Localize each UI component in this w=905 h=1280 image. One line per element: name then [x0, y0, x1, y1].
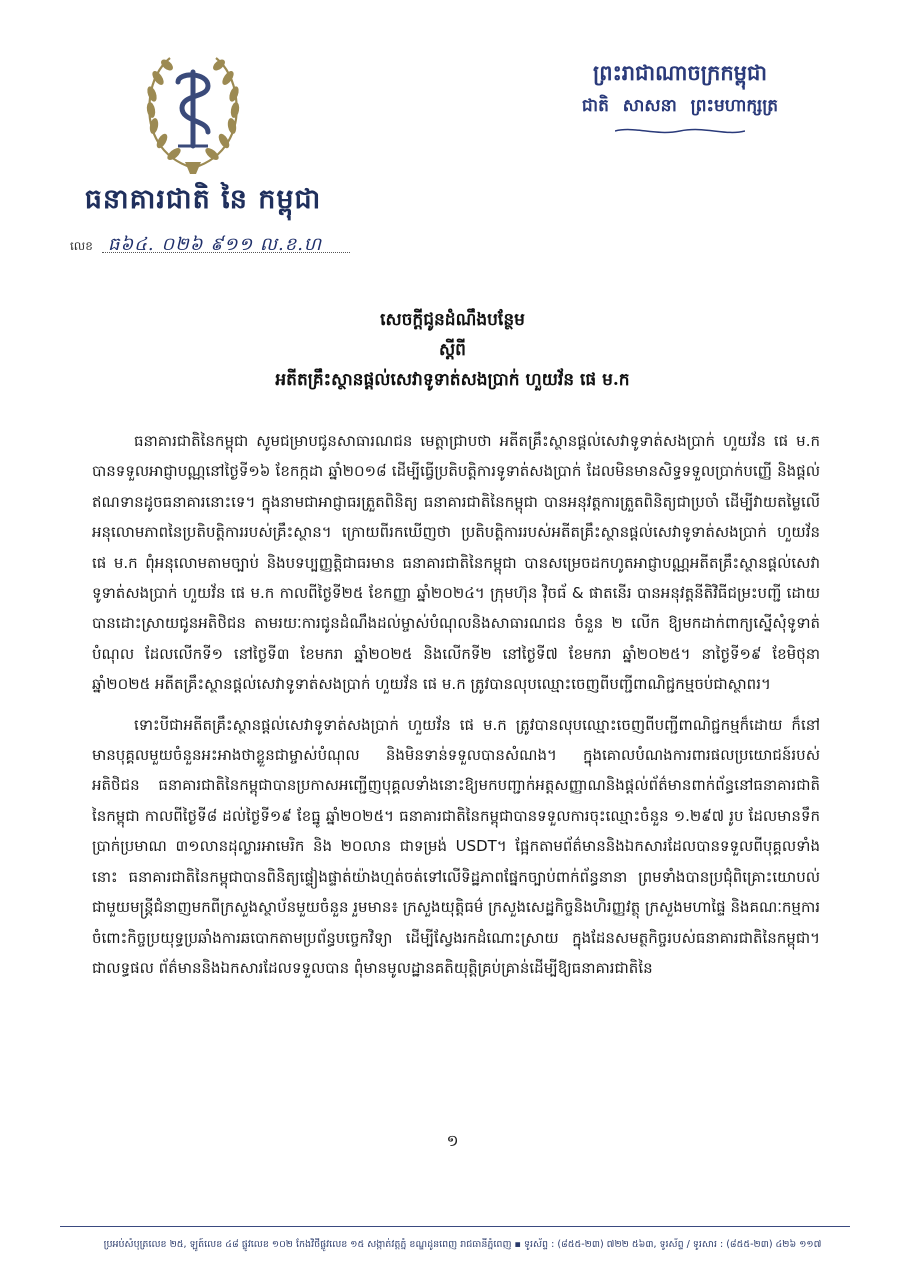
notice-body: [92, 426, 820, 993]
reference-line: [70, 232, 360, 262]
body-paragraph-1: ធនាគារជាតិនៃកម្ពុជា សូមជម្រាបជូនសាធារណជន មេត្តាជ្រាបថា អតីតគ្រឹះស្ថានផ្ដល់សេវាទូទាត់សងប្រាក់ ហួយវ័ន ផេ ម.ក បានទទួលអាជ្ញាបណ្ណនៅថ្ងៃទី១៦ ខែកក្កដា ឆ្នាំ២០១៨ ដើម្បីធ្វើប្រតិបត្តិការទូទាត់សងប្រាក់ ដែលមិនមានសិទ្ធទទួលប្រាក់បញ្ញើ និងផ្ដល់ឥណទានដូចធនាគារនោះទេ។ ក្នុងនាមជាអាជ្ញាធរត្រួតពិនិត្យ ធនាគារជាតិនៃកម្ពុជា បានអនុវត្តការត្រួតពិនិត្យជាប្រចាំ ដើម្បីវាយតម្លៃលើអនុលោមភាពនៃប្រតិបត្តិការរបស់គ្រឹះស្ថាន។ ក្រោយពីរកឃើញថា ប្រតិបត្តិការរបស់អតីតគ្រឹះស្ថានផ្ដល់សេវាទូទាត់សងប្រាក់ ហួយវ័ន ផេ ម.ក ពុំអនុលោមតាមច្បាប់ និងបទប្បញ្ញត្តិជាធរមាន ធនាគារជាតិនៃកម្ពុជា បានសម្រេចដកហូតអាជ្ញាបណ្ណអតីតគ្រឹះស្ថានផ្ដល់សេវាទូទាត់សងប្រាក់ ហួយវ័ន ផេ ម.ក កាលពីថ្ងៃទី២៥ ខែកញ្ញា ឆ្នាំ២០២៤។ ក្រុមហ៊ុន វ៉ិចធ័ & ផាតនើរ បានអនុវត្តនីតិវិធីជម្រះបញ្ជី ដោយបានដោះស្រាយជូនអតិថិជន តាមរយៈការជូនដំណឹងដល់ម្ចាស់បំណុលនិងសាធារណជន ចំនួន ២ លើក ឱ្យមកដាក់ពាក្យស្នើសុំទូទាត់បំណុល ដែលលើកទី១ នៅថ្ងៃទី៣ ខែមករា ឆ្នាំ២០២៥ និងលើកទី២ នៅថ្ងៃទី៧ ខែមករា ឆ្នាំ២០២៥។ នាថ្ងៃទី១៩ ខែមិថុនា ឆ្នាំ២០២៥ អតីតគ្រឹះស្ថានផ្ដល់សេវាទូទាត់សងប្រាក់ ហួយវ័ន ផេ ម.ក ត្រូវបានលុបឈ្មោះចេញពីបញ្ជីពាណិជ្ជកម្មចប់ជាស្ថាពរ។: [92, 432, 820, 694]
motto-ornament-icon: [615, 126, 745, 136]
kingdom-heading: ព្រះរាជាណាចក្រកម្ពុជា: [592, 60, 767, 85]
title-line-2: ស្ដីពី: [439, 340, 466, 360]
national-motto: ជាតិ សាសនា ព្រះមហាក្សត្រ: [581, 96, 779, 116]
footer-divider: [60, 1226, 850, 1227]
notice-title: [100, 305, 805, 395]
bank-emblem-icon: [138, 50, 248, 178]
title-line-1: សេចក្ដីជូនដំណឹងបន្ថែម: [380, 310, 525, 330]
reference-number: ធ៦៤. ០២៦ ៩១១ ល.ខ.ហ: [108, 234, 323, 255]
body-paragraph-2: ទោះបីជាអតីតគ្រឹះស្ថានផ្ដល់សេវាទូទាត់សងប្រាក់ ហួយវ័ន ផេ ម.ក ត្រូវបានលុបឈ្មោះចេញពីបញ្ជីពាណិជ្ជកម្មក៏ដោយ ក៏នៅមានបុគ្គលមួយចំនួនអះអាងថាខ្លួនជាម្ចាស់បំណុល និងមិនទាន់ទទួលបានសំណង។ ក្នុងគោលបំណងការពារផលប្រយោជន៍របស់អតិថិជន ធនាគារជាតិនៃកម្ពុជាបានប្រកាសអញ្ជើញបុគ្គលទាំងនោះឱ្យមកបញ្ជាក់អត្តសញ្ញាណនិងផ្ដល់ព័ត៌មានពាក់ព័ន្ធនៅធនាគារជាតិនៃកម្ពុជា កាលពីថ្ងៃទី៨ ដល់ថ្ងៃទី១៩ ខែធ្នូ ឆ្នាំ២០២៥។ ធនាគារជាតិនៃកម្ពុជាបានទទួលការចុះឈ្មោះចំនួន ១.២៩៧ រូប ដែលមានទឹកប្រាក់ប្រមាណ ៣១លានដុល្លារអាមេរិក និង ២០លាន ជាទម្រង់ USDT។ ផ្អែកតាមព័ត៌មាននិងឯកសារដែលបានទទួលពីបុគ្គលទាំងនោះ ធនាគារជាតិនៃកម្ពុជាបានពិនិត្យផ្ទៀងផ្ទាត់យ៉ាងហ្មត់ចត់ទៅលើទិដ្ឋភាពផ្នែកច្បាប់ពាក់ព័ន្ធនានា ព្រមទាំងបានប្រជុំពិគ្រោះយោបល់ជាមួយមន្ត្រីជំនាញមកពីក្រសួងស្ថាប័នមួយចំនួន រួមមាន៖ ក្រសួងយុត្តិធម៌ ក្រសួងសេដ្ឋកិច្ចនិងហិរញ្ញវត្ថុ ក្រសួងមហាផ្ទៃ និងគណៈកម្មការចំពោះកិច្ចប្រយុទ្ធប្រឆាំងការឆបោកតាមប្រព័ន្ធបច្ចេកវិទ្យា ដើម្បីស្វែងរកដំណោះស្រាយ ក្នុងដែនសមត្ថកិច្ចរបស់ធនាគារជាតិនៃកម្ពុជា។ ជាលទ្ធផល ព័ត៌មាននិងឯកសារដែលទទួលបាន ពុំមានមូលដ្ឋានគតិយុត្តិគ្រប់គ្រាន់ដើម្បីឱ្យធនាគារជាតិនៃ: [92, 715, 820, 977]
reference-label: លេខ: [70, 239, 93, 253]
page-number: ១: [446, 1131, 459, 1150]
footer-address: ប្រអប់សំបុត្រលេខ ២៥, ឡូត៍លេខ ៤៨ ផ្លូវលេខ ១០២ កែងវិថីផ្លូវលេខ ១៥ សង្កាត់វត្តភ្នំ ខណ្ឌដូនពេញ រាជធានីភ្នំពេញ ▪ ទូរស័ព្ទ : (៨៥៥-២៣) ៧២២ ៥៦៣, ទូរស័ព្ទ / ទូរសារ : (៨៥៥-២៣) ៤២៦ ១១៧: [103, 1239, 822, 1250]
title-line-3: អតីតគ្រឹះស្ថានផ្ដល់សេវាទូទាត់សងប្រាក់ ហួយវ័ន ផេ ម.ក: [275, 370, 630, 390]
bank-name: ធនាគារជាតិ នៃ កម្ពុជា: [84, 184, 322, 215]
